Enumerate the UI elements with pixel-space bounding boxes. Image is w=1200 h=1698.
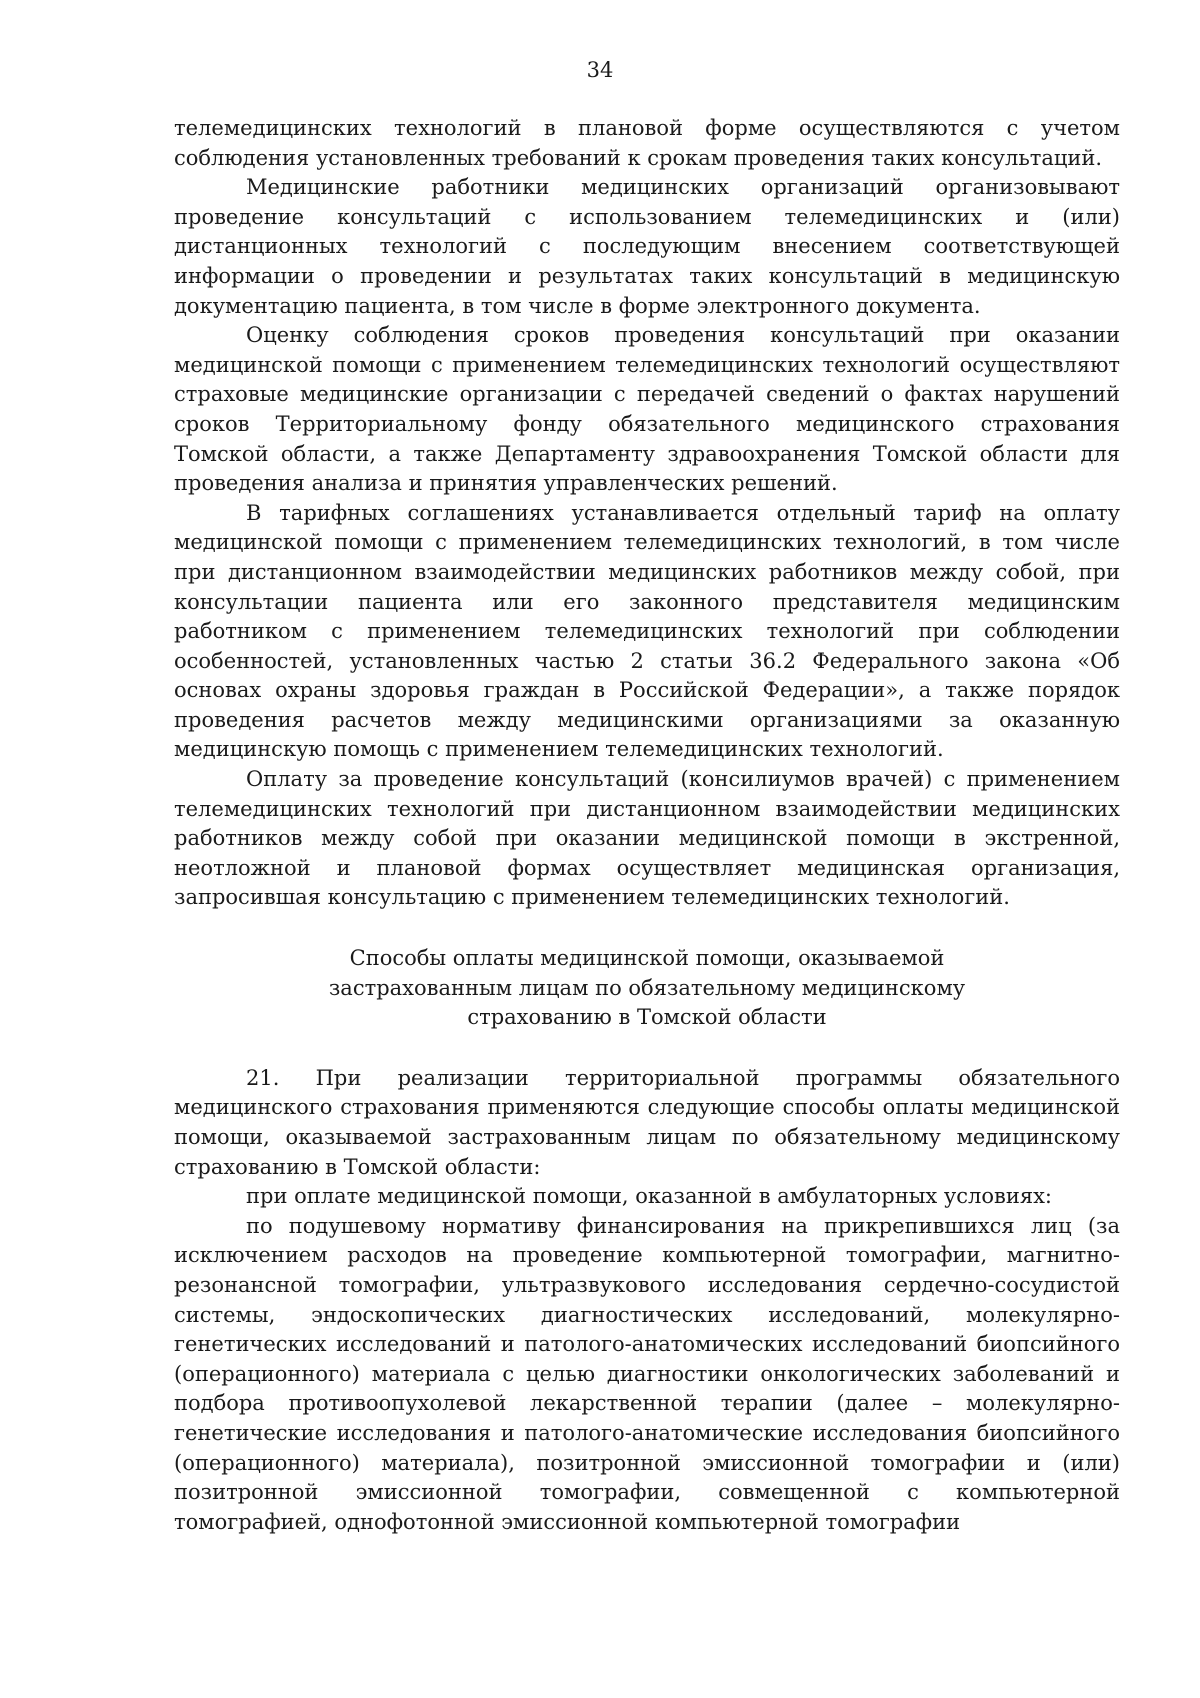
- section-heading: [174, 944, 1120, 1033]
- document-body: [174, 114, 1120, 1537]
- paragraph-consultation-organization: Медицинские работники медицинских организаций организовывают проведение консультаций с использованием телемедицинских и (или) дистанционных технологий с последующим внесением соответствующей информации о проведении и результатах таких консультаций в медицинскую документацию пациента, в том числе в форме электронного документа.: [174, 175, 1120, 318]
- section-heading-line-3: страхованию в Томской области: [467, 1005, 827, 1030]
- paragraph-per-capita-standard: по подушевому нормативу финансирования на прикрепившихся лиц (за исключением расходов на проведение компьютерной томографии, магнитно-резонансной томографии, ультразвукового исследования сердечно-сосудистой системы, эндоскопических диагностических исследований, молекулярно-генетических исследований и патолого-анатомических исследований биопсийного (операционного) материала с целью диагностики онкологических заболеваний и подбора противоопухолевой лекарственной терапии (далее – молекулярно-генетические исследования и патолого-анатомические исследования биопсийного (операционного) материала), позитронной эмиссионной томографии и (или) позитронной эмиссионной томографии, совмещенной с компьютерной томографией, однофотонной эмиссионной компьютерной томографии: [174, 1213, 1120, 1534]
- section-heading-line-1: Способы оплаты медицинской помощи, оказываемой: [349, 946, 945, 971]
- paragraph-outpatient-payment: при оплате медицинской помощи, оказанной в амбулаторных условиях:: [246, 1184, 1053, 1209]
- paragraph-continuation: телемедицинских технологий в плановой форме осуществляются с учетом соблюдения установленных требований к срокам проведения таких консультаций.: [174, 116, 1120, 170]
- page-number: 34: [586, 58, 614, 82]
- paragraph-item-21: 21. При реализации территориальной программы обязательного медицинского страхования применяются следующие способы оплаты медицинской помощи, оказываемой застрахованным лицам по обязательному медицинскому страхованию в Томской области:: [174, 1065, 1120, 1179]
- paragraph-consultation-payment: Оплату за проведение консультаций (консилиумов врачей) с применением телемедицинских технологий при дистанционном взаимодействии медицинских работников между собой при оказании медицинской помощи в экстренной, неотложной и плановой формах осуществляет медицинская организация, запросившая консультацию с применением телемедицинских технологий.: [174, 767, 1120, 910]
- section-heading-line-2: застрахованным лицам по обязательному медицинскому: [328, 975, 966, 1000]
- paragraph-tariff-agreements: В тарифных соглашениях устанавливается отдельный тариф на оплату медицинской помощи с применением телемедицинских технологий, в том числе при дистанционном взаимодействии медицинских работников между собой, при консультации пациента или его законного представителя медицинским работником с применением телемедицинских технологий при соблюдении особенностей, установленных частью 2 статьи 36.2 Федерального закона «Об основах охраны здоровья граждан в Российской Федерации», а также порядок проведения расчетов между медицинскими организациями за оказанную медицинскую помощь с применением телемедицинских технологий.: [174, 500, 1120, 762]
- paragraph-terms-evaluation: Оценку соблюдения сроков проведения консультаций при оказании медицинской помощи с применением телемедицинских технологий осуществляют страховые медицинские организации с передачей сведений о фактах нарушений сроков Территориальному фонду обязательного медицинского страхования Томской области, а также Департаменту здравоохранения Томской области для проведения анализа и принятия управленческих решений.: [174, 323, 1120, 496]
